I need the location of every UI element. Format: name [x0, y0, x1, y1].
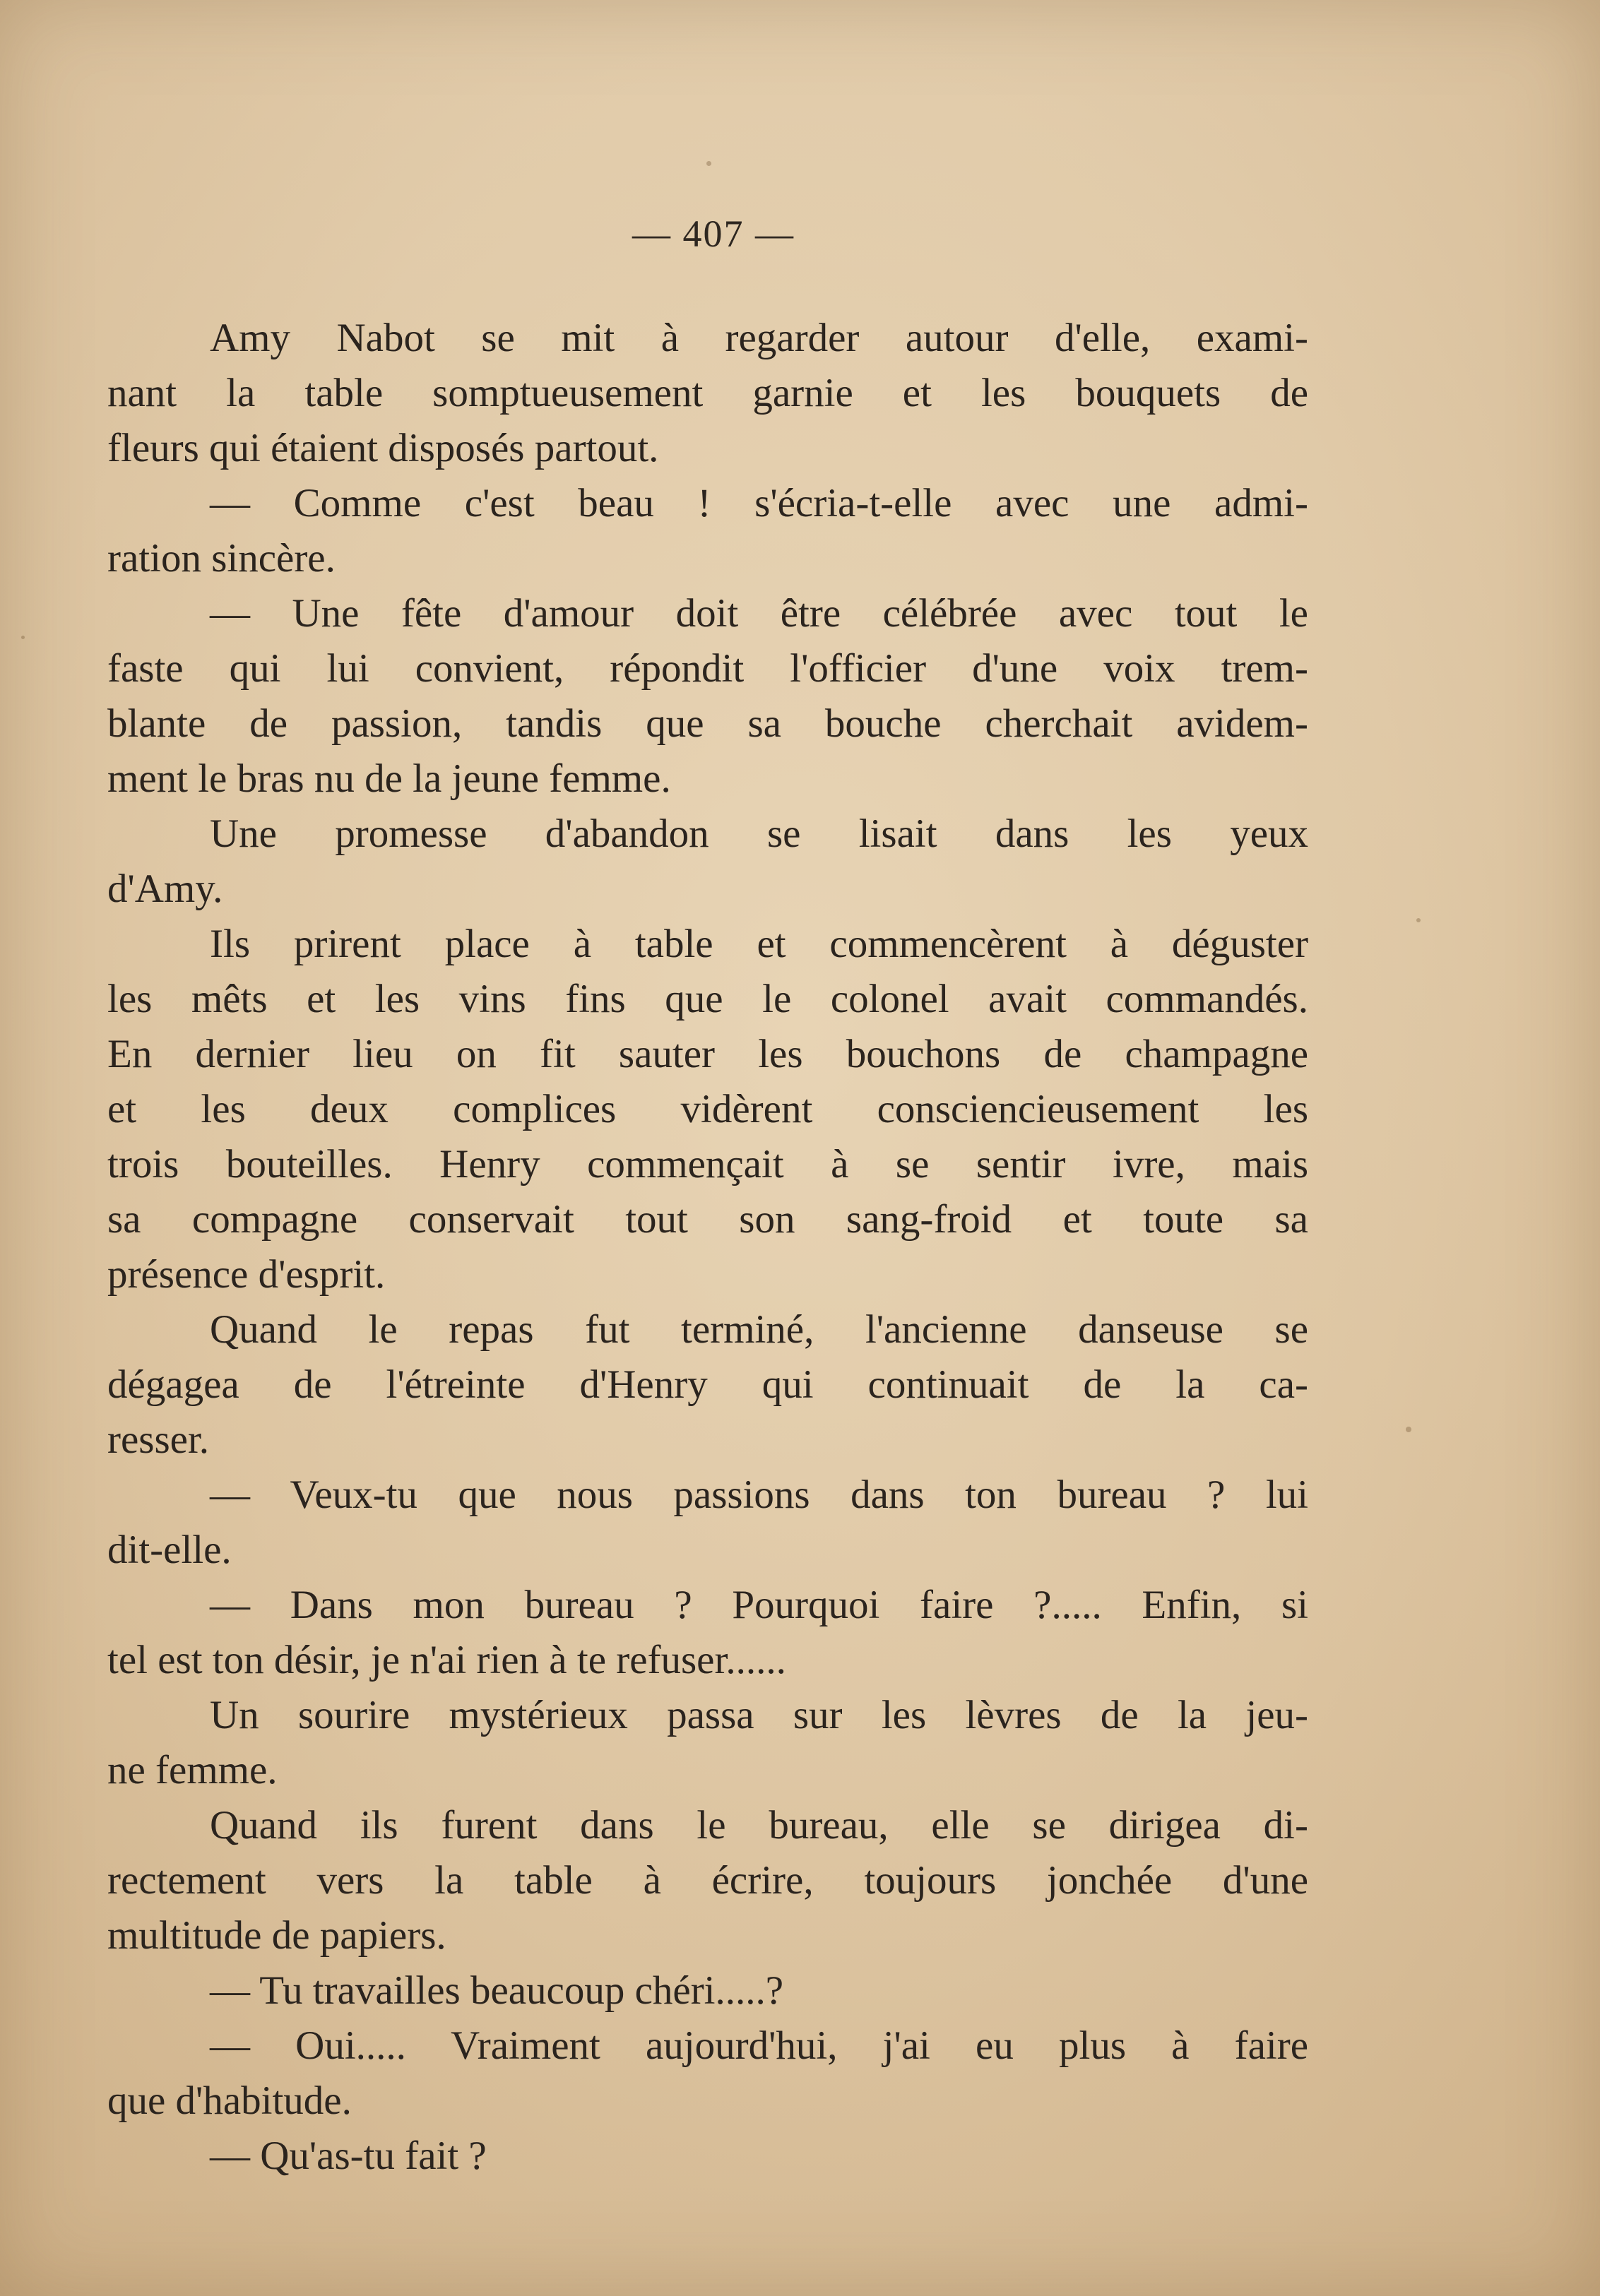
text-line: tel est ton désir, je n'ai rien à te refuser......: [107, 1638, 786, 1682]
text-line: trois bouteilles. Henry commençait à se sentir ivre, mais: [107, 1142, 1308, 1186]
text-line: faste qui lui convient, répondit l'officier d'une voix trem-: [107, 646, 1308, 691]
text-line: ment le bras nu de la jeune femme.: [107, 756, 671, 801]
text-line: — Comme c'est beau ! s'écria-t-elle avec une admi-: [210, 481, 1308, 525]
text-line: dit-elle.: [107, 1528, 232, 1572]
text-line: blante de passion, tandis que sa bouche cherchait avidem-: [107, 701, 1308, 746]
text-line: et les deux complices vidèrent consciencieusement les: [107, 1087, 1308, 1131]
text-line: ne femme.: [107, 1748, 278, 1792]
text-line: — Oui..... Vraiment aujourd'hui, j'ai eu plus à faire: [210, 2023, 1308, 2068]
paper-speck: [1416, 918, 1421, 922]
text-line: Une promesse d'abandon se lisait dans les yeux: [210, 811, 1308, 856]
text-line: que d'habitude.: [107, 2078, 352, 2123]
text-line: fleurs qui étaient disposés partout.: [107, 426, 659, 470]
text-line: multitude de papiers.: [107, 1913, 446, 1958]
text-line: — Qu'as-tu fait ?: [210, 2134, 487, 2178]
text-line: ration sincère.: [107, 536, 336, 581]
text-line: Ils prirent place à table et commencèrent à déguster: [210, 922, 1308, 966]
paper-speck: [706, 161, 711, 166]
text-line: — Tu travailles beaucoup chéri.....?: [210, 1968, 784, 2013]
text-line: dégagea de l'étreinte d'Henry qui continuait de la ca-: [107, 1362, 1308, 1407]
text-line: resser.: [107, 1417, 210, 1462]
text-line: d'Amy.: [107, 867, 223, 911]
text-line: En dernier lieu on fit sauter les bouchons de champagne: [107, 1032, 1308, 1076]
text-line: — Dans mon bureau ? Pourquoi faire ?..... Enfin, si: [210, 1583, 1308, 1627]
text-line: Quand ils furent dans le bureau, elle se dirigea di-: [210, 1803, 1308, 1848]
text-line: sa compagne conservait tout son sang-froid et toute sa: [107, 1197, 1308, 1242]
text-line: les mêts et les vins fins que le colonel avait commandés.: [107, 977, 1308, 1021]
text-line: nant la table somptueusement garnie et les bouquets de: [107, 371, 1308, 415]
paper-speck: [21, 636, 25, 639]
text-line: — Veux-tu que nous passions dans ton bureau ? lui: [210, 1473, 1308, 1517]
text-line: Quand le repas fut terminé, l'ancienne danseuse se: [210, 1307, 1308, 1352]
body-text: [107, 311, 1308, 2184]
text-line: Un sourire mystérieux passa sur les lèvres de la jeu-: [210, 1693, 1308, 1737]
text-line: — Une fête d'amour doit être célébrée avec tout le: [210, 591, 1308, 636]
text-line: Amy Nabot se mit à regarder autour d'elle, exami-: [210, 316, 1308, 360]
page-number: — 407 —: [632, 213, 795, 255]
text-line: rectement vers la table à écrire, toujours jonchée d'une: [107, 1858, 1308, 1903]
paper-speck: [1406, 1427, 1411, 1432]
text-line: présence d'esprit.: [107, 1252, 386, 1297]
